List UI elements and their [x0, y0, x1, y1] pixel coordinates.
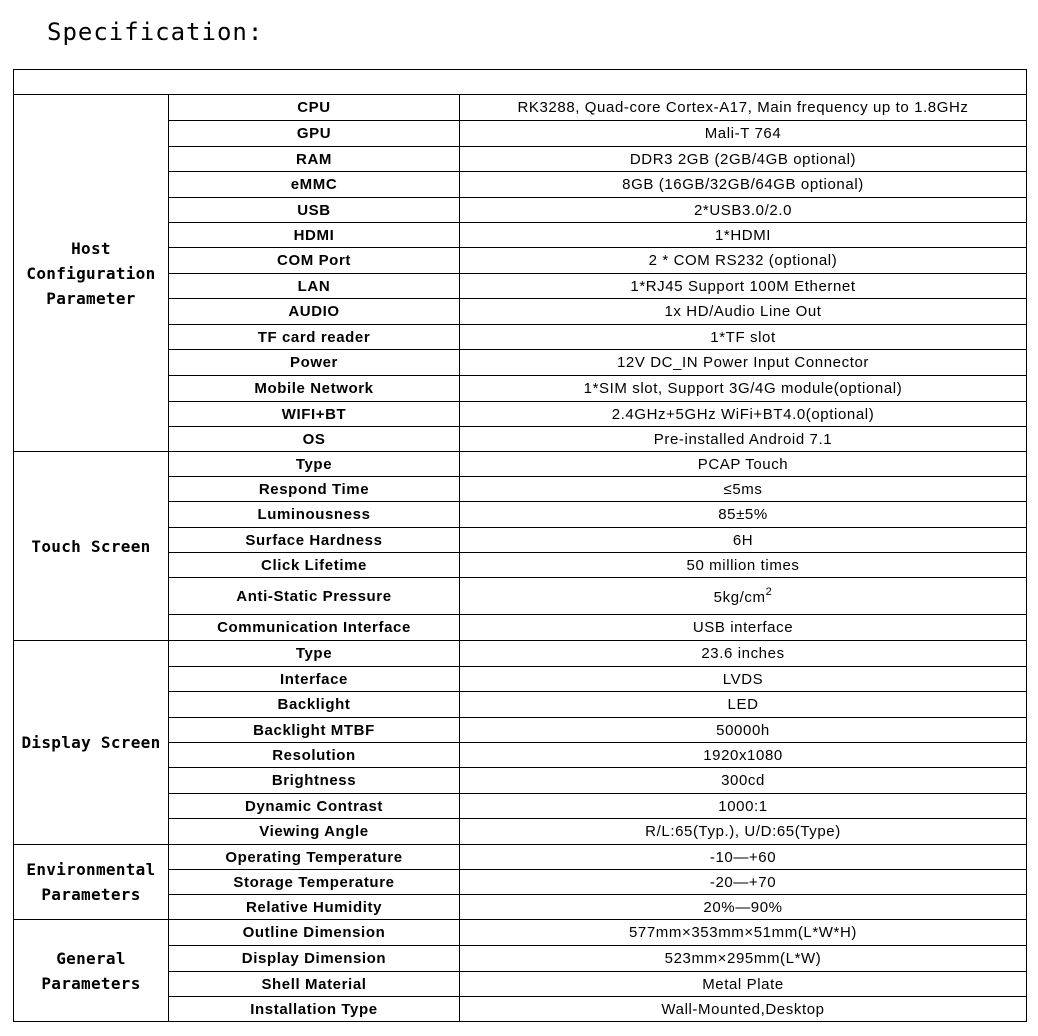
- value-text: 577mm×353mm×51mm(L*W*H): [628, 924, 858, 941]
- value-text: 85±5%: [718, 506, 768, 523]
- category-cell-environmental-parameters: Environmental Parameters: [14, 845, 169, 920]
- value-cell: [460, 452, 1027, 477]
- value-text: 2*USB3.0/2.0: [693, 201, 793, 219]
- param-cell: [169, 95, 460, 121]
- value-text: LED: [727, 696, 759, 713]
- value-cell: [460, 578, 1027, 615]
- param-cell: [169, 794, 460, 819]
- value-text: 6H: [732, 531, 754, 549]
- value-cell: [460, 528, 1027, 553]
- value-cell: [460, 743, 1027, 768]
- param-cell: [169, 299, 460, 325]
- param-label: COM Port: [277, 252, 351, 269]
- param-cell: [169, 819, 460, 845]
- value-cell: [460, 376, 1027, 402]
- value-cell: [460, 819, 1027, 845]
- param-label: Outline Dimension: [242, 924, 386, 941]
- value-cell: [460, 299, 1027, 325]
- param-cell: [169, 997, 460, 1022]
- value-text: 1x HD/Audio Line Out: [664, 303, 822, 320]
- value-text: Mali-T 764: [704, 125, 782, 142]
- param-cell: [169, 667, 460, 692]
- value-text: 50000h: [716, 721, 770, 739]
- param-cell: [169, 895, 460, 920]
- param-cell: [169, 376, 460, 402]
- category-cell-touch-screen: Touch Screen: [14, 452, 169, 641]
- param-cell: [169, 121, 460, 147]
- param-label: TF card reader: [257, 328, 371, 346]
- value-text: 50 million times: [686, 556, 800, 574]
- param-label: Communication Interface: [217, 619, 411, 636]
- param-label: Relative Humidity: [245, 898, 383, 916]
- value-text: USB interface: [692, 619, 794, 636]
- value-cell: [460, 718, 1027, 743]
- param-label: Viewing Angle: [259, 823, 369, 840]
- value-text: 1*TF slot: [710, 328, 776, 346]
- param-label: Shell Material: [261, 975, 367, 993]
- value-text: Pre-installed Android 7.1: [653, 430, 833, 448]
- value-text: 1*RJ45 Support 100M Ethernet: [630, 277, 856, 295]
- value-cell: [460, 615, 1027, 641]
- param-cell: [169, 528, 460, 553]
- param-cell: [169, 870, 460, 895]
- value-text: 300cd: [721, 772, 765, 789]
- value-cell: [460, 274, 1027, 299]
- param-cell: [169, 692, 460, 718]
- value-text: 523mm×295mm(L*W): [664, 950, 822, 967]
- param-cell: [169, 452, 460, 477]
- param-cell: [169, 147, 460, 172]
- table-row: [14, 641, 1027, 667]
- value-cell: [460, 350, 1027, 376]
- param-cell: [169, 172, 460, 198]
- value-cell: [460, 997, 1027, 1022]
- value-cell: [460, 427, 1027, 452]
- param-cell: [169, 718, 460, 743]
- param-label: Type: [295, 645, 333, 662]
- value-cell: [460, 172, 1027, 198]
- value-cell: [460, 325, 1027, 350]
- param-cell: [169, 920, 460, 946]
- param-label: RAM: [296, 150, 332, 168]
- value-cell: [460, 641, 1027, 667]
- param-label: Dynamic Contrast: [245, 797, 383, 815]
- param-label: LAN: [297, 277, 331, 295]
- value-text: 1*HDMI: [714, 226, 772, 244]
- param-cell: [169, 325, 460, 350]
- value-text: RK3288, Quad-core Cortex-A17, Main frequency up to 1.8GHz: [517, 99, 969, 116]
- value-cell: [460, 402, 1027, 427]
- value-text: 12V DC_IN Power Input Connector: [616, 354, 870, 371]
- table-row: [14, 920, 1027, 946]
- value-cell: [460, 477, 1027, 502]
- value-cell: [460, 920, 1027, 946]
- table-row: [14, 845, 1027, 870]
- param-cell: [169, 845, 460, 870]
- param-label: OS: [302, 430, 326, 448]
- param-label: USB: [297, 201, 331, 219]
- param-label: AUDIO: [288, 303, 340, 320]
- value-text: -10—+60: [709, 848, 777, 866]
- param-label: Backlight: [277, 696, 351, 713]
- category-cell-display-screen: Display Screen: [14, 641, 169, 845]
- param-cell: [169, 553, 460, 578]
- param-cell: [169, 402, 460, 427]
- param-label: WIFI+BT: [281, 405, 347, 423]
- param-cell: [169, 946, 460, 972]
- param-label: Luminousness: [257, 506, 371, 523]
- value-text: 23.6 inches: [701, 645, 785, 662]
- param-cell: [169, 248, 460, 274]
- page-title: Specification:: [47, 18, 264, 46]
- value-text: Metal Plate: [702, 975, 784, 993]
- param-cell: [169, 477, 460, 502]
- value-cell: [460, 870, 1027, 895]
- value-cell: [460, 502, 1027, 528]
- param-label: CPU: [297, 99, 331, 116]
- param-label: Resolution: [272, 746, 356, 764]
- param-label: Operating Temperature: [225, 848, 403, 866]
- param-cell: [169, 972, 460, 997]
- value-cell: [460, 667, 1027, 692]
- value-cell: [460, 223, 1027, 248]
- value-cell: [460, 845, 1027, 870]
- param-label: HDMI: [293, 226, 335, 244]
- value-text: ≤5ms: [723, 480, 763, 498]
- param-label: Respond Time: [258, 480, 370, 498]
- value-cell: [460, 972, 1027, 997]
- value-cell: [460, 946, 1027, 972]
- value-superscript: 2: [765, 586, 773, 598]
- value-text: Wall-Mounted,Desktop: [661, 1000, 825, 1018]
- value-cell: [460, 248, 1027, 274]
- value-text: PCAP Touch: [697, 455, 789, 473]
- param-label: Backlight MTBF: [253, 721, 375, 739]
- param-label: Interface: [280, 670, 348, 688]
- table-row: [14, 95, 1027, 121]
- value-cell: [460, 95, 1027, 121]
- table-row: [14, 452, 1027, 477]
- param-label: GPU: [296, 125, 332, 142]
- param-label: Click Lifetime: [261, 556, 367, 574]
- param-label: Display Dimension: [241, 950, 387, 967]
- value-cell: [460, 198, 1027, 223]
- param-cell: [169, 502, 460, 528]
- value-text: 1920x1080: [703, 746, 783, 764]
- param-label: Anti-Static Pressure: [236, 587, 392, 605]
- value-text: 2.4GHz+5GHz WiFi+BT4.0(optional): [611, 405, 875, 423]
- value-text: 1*SIM slot, Support 3G/4G module(optional): [583, 380, 903, 397]
- value-text: 8GB (16GB/32GB/64GB optional): [622, 176, 864, 193]
- param-label: Type: [295, 455, 333, 473]
- value-text: DDR3 2GB (2GB/4GB optional): [629, 150, 857, 168]
- param-cell: [169, 223, 460, 248]
- category-cell-host-configuration-parameter: Host Configuration Parameter: [14, 95, 169, 452]
- value-text: 20%—90%: [703, 898, 783, 916]
- value-cell: [460, 768, 1027, 794]
- param-cell: [169, 198, 460, 223]
- table-header-cell: [14, 70, 1027, 95]
- param-cell: [169, 641, 460, 667]
- value-cell: [460, 553, 1027, 578]
- value-cell: [460, 895, 1027, 920]
- param-cell: [169, 615, 460, 641]
- value-text: -20—+70: [709, 873, 777, 891]
- specification-table: [13, 69, 1027, 1022]
- value-cell: [460, 121, 1027, 147]
- param-label: eMMC: [290, 176, 338, 193]
- value-cell: [460, 147, 1027, 172]
- value-text: LVDS: [722, 670, 764, 688]
- value-text: 5kg/cm: [713, 589, 766, 606]
- param-label: Mobile Network: [254, 380, 374, 397]
- param-cell: [169, 274, 460, 299]
- value-text: R/L:65(Typ.), U/D:65(Type): [645, 823, 841, 840]
- param-label: Surface Hardness: [245, 531, 383, 549]
- value-cell: [460, 794, 1027, 819]
- value-text: 1000:1: [718, 797, 768, 815]
- param-cell: [169, 743, 460, 768]
- param-label: Brightness: [271, 772, 357, 789]
- param-cell: [169, 578, 460, 615]
- param-cell: [169, 350, 460, 376]
- param-cell: [169, 768, 460, 794]
- value-text: 2 * COM RS232 (optional): [648, 252, 838, 269]
- param-label: Power: [289, 354, 338, 371]
- param-label: Installation Type: [250, 1000, 378, 1018]
- param-cell: [169, 427, 460, 452]
- category-cell-general-parameters: General Parameters: [14, 920, 169, 1022]
- value-cell: [460, 692, 1027, 718]
- param-label: Storage Temperature: [233, 873, 395, 891]
- table-header-row: [14, 70, 1027, 95]
